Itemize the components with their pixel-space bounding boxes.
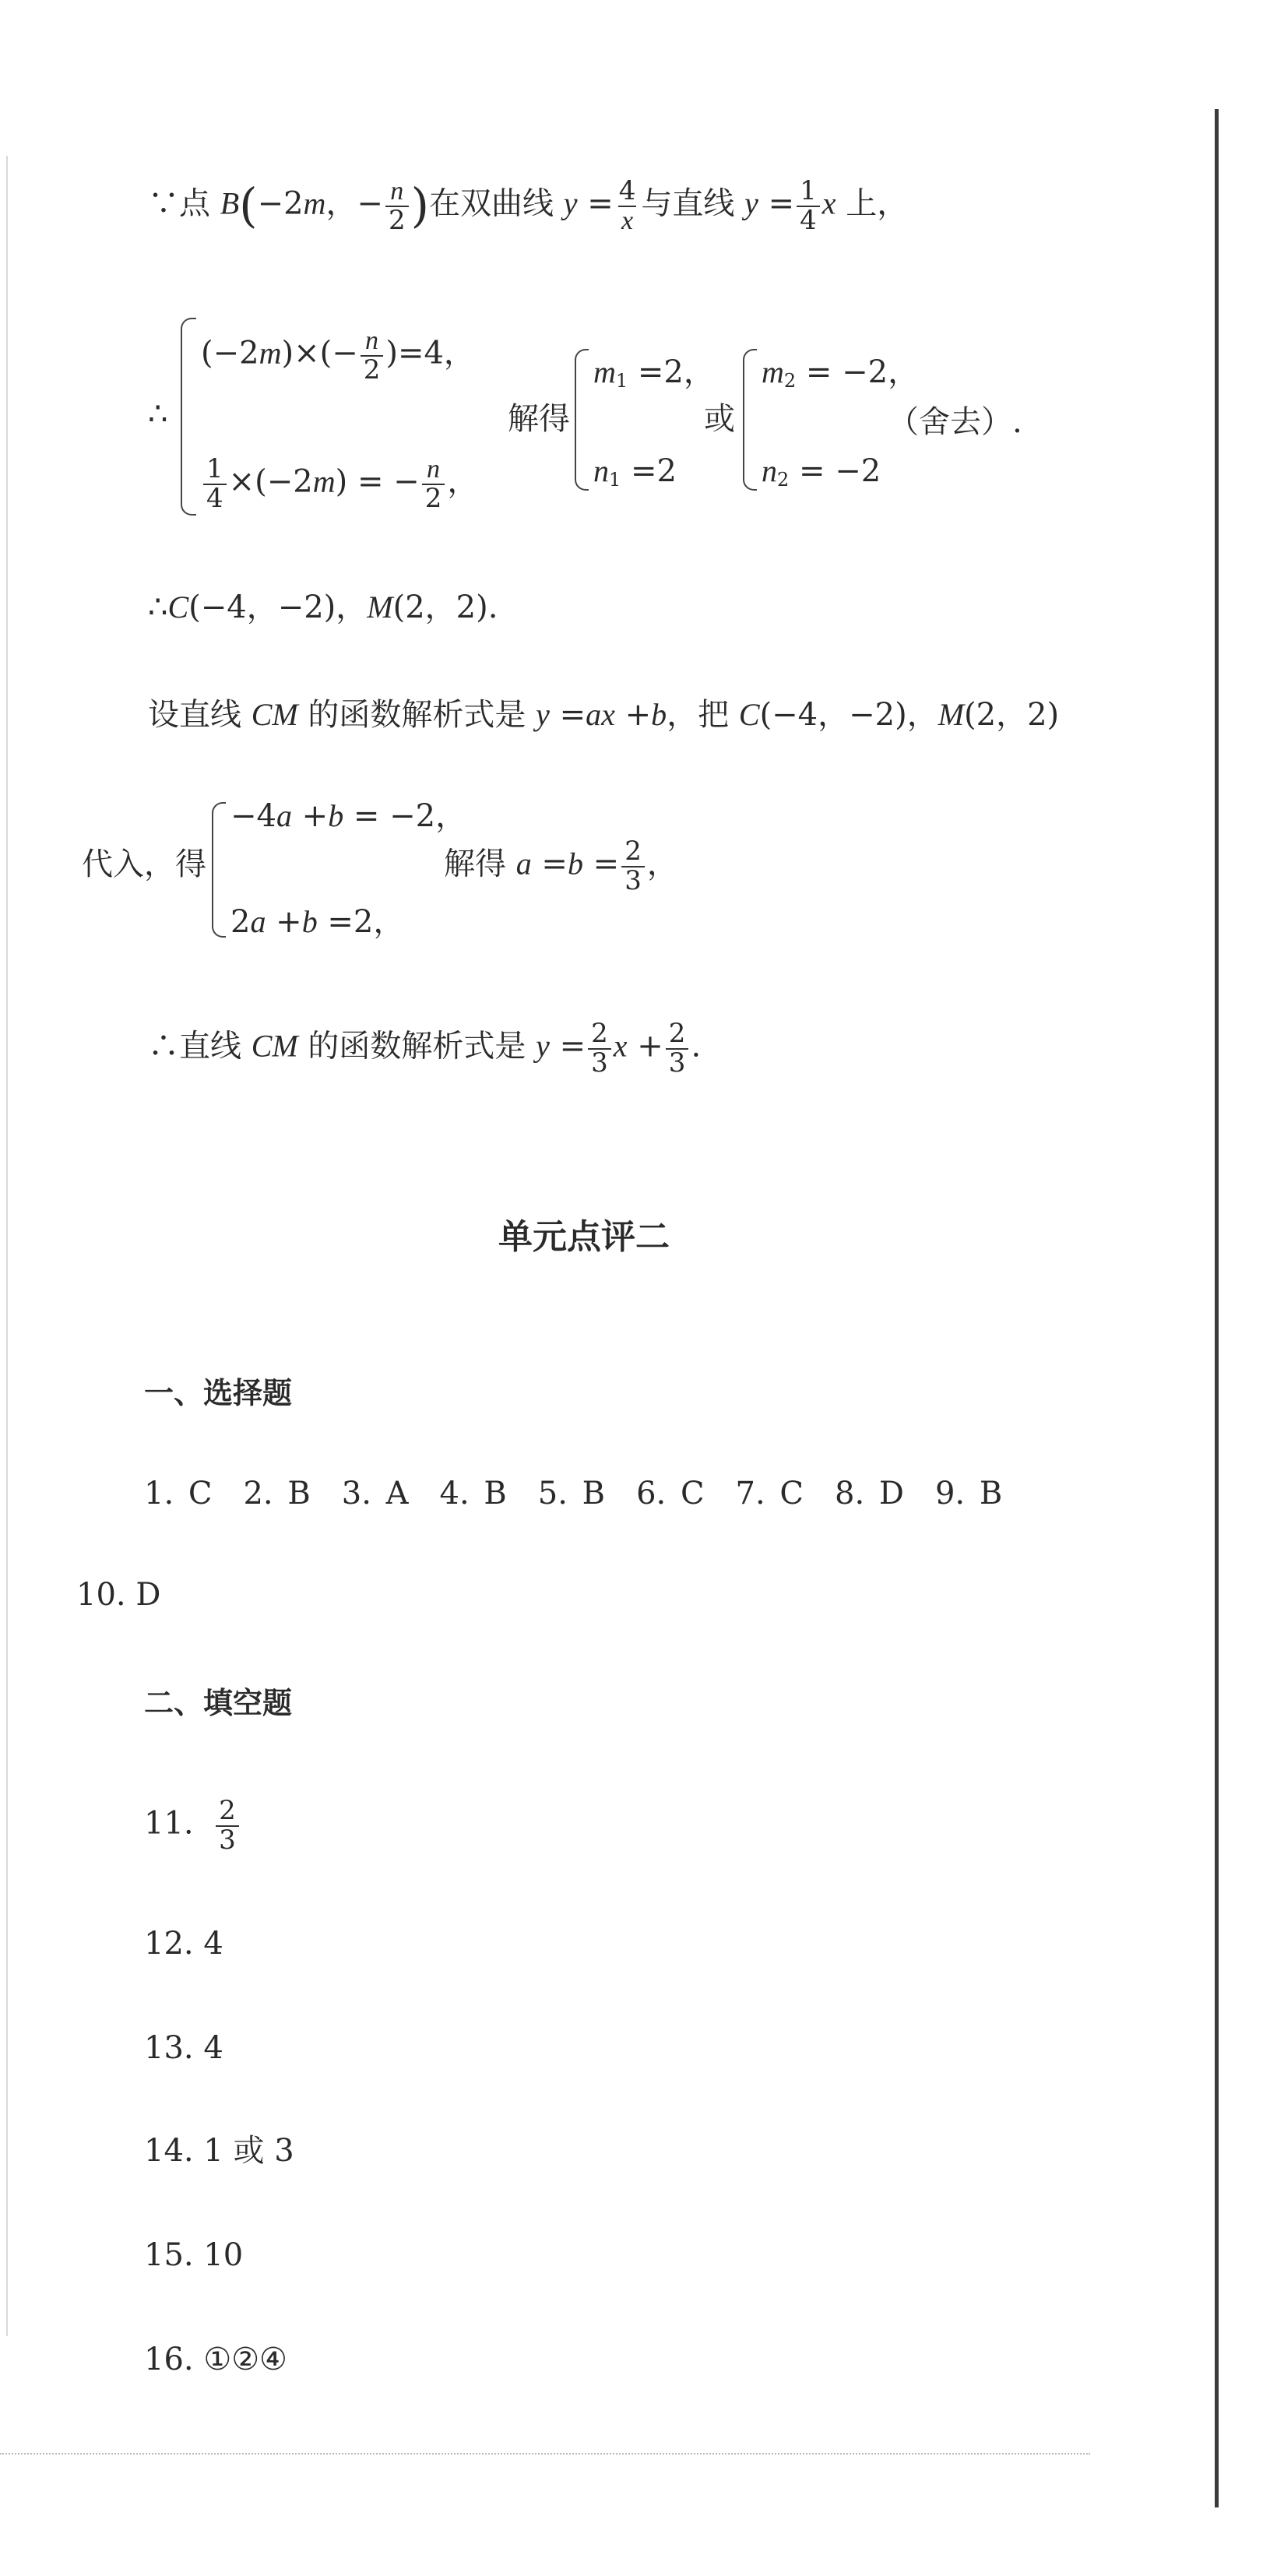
- solution1-m: $m_1 =2$，: [593, 354, 715, 392]
- system1-equation-2: $\frac{1}{4}$ ×(−2m) = − $\frac{n}{2}$ ，: [201, 456, 478, 512]
- answer-16: 16. ①②④: [144, 2342, 287, 2377]
- left-brace: [575, 349, 589, 491]
- multiple-choice-answers: 1. C 2. B 3. A 4. B 5. B 6. C 7. C 8. D 9. B: [144, 1476, 1003, 1511]
- left-brace: [181, 318, 196, 516]
- right-page-edge: [1215, 109, 1219, 2507]
- condition-line: ∵点 B(−2m，− $\frac{n}{2}$ )在双曲线 y = $\frac{4}{x}$ 与直线 y = $\frac{1}{4}$ x 上，: [148, 175, 909, 236]
- answer-14: 14. 1 或 3: [144, 2133, 294, 2169]
- setup-line: 设直线 CM 的函数解析式是 y =ax +b，把 C(−4，−2)，M(2，2): [148, 697, 1060, 733]
- system2-solution: 解得 a =b = $\frac{2}{3}$ ，: [444, 836, 678, 896]
- system1-equation-1: (−2m)×(− $\frac{n}{2}$ )=4，: [201, 326, 475, 385]
- answer-11: 11. $\frac{2}{3}$: [144, 1797, 241, 1854]
- answer-13: 13. 4: [144, 2030, 223, 2066]
- fill-blank-heading: 二、填空题: [144, 1686, 293, 1720]
- left-brace: [212, 802, 226, 938]
- points-line: ∴C(−4，−2)，M(2，2).: [148, 589, 498, 625]
- or-label: 或: [704, 401, 735, 437]
- conclusion-line: ∴直线 CM 的函数解析式是 y = $\frac{2}{3}$ x + $\frac{2}{3}$ .: [148, 1018, 702, 1079]
- solve-label-1: 解得: [508, 401, 570, 437]
- system2-equation-2: 2a +b =2，: [230, 904, 405, 940]
- answer-12: 12. 4: [144, 1926, 223, 1962]
- answer-15: 15. 10: [144, 2237, 244, 2273]
- therefore-symbol: ∴: [148, 396, 168, 432]
- solution2-m: $m_2 = -2$，: [762, 354, 920, 392]
- discard-note: （舍去）.: [888, 404, 1022, 440]
- solution2-n: $n_2 = -2$: [762, 453, 881, 491]
- section-title: 单元点评二: [498, 1217, 670, 1257]
- multiple-choice-answer-10: 10. D: [76, 1577, 161, 1613]
- left-brace: [743, 349, 757, 491]
- bottom-dotted-line: [0, 2453, 1090, 2455]
- solution1-n: $n_1 =2$: [593, 453, 677, 491]
- left-margin-line: [6, 156, 8, 2336]
- substitute-label: 代入，得: [82, 846, 206, 882]
- system2-equation-1: −4a +b = −2，: [230, 798, 467, 834]
- multiple-choice-heading: 一、选择题: [144, 1376, 293, 1410]
